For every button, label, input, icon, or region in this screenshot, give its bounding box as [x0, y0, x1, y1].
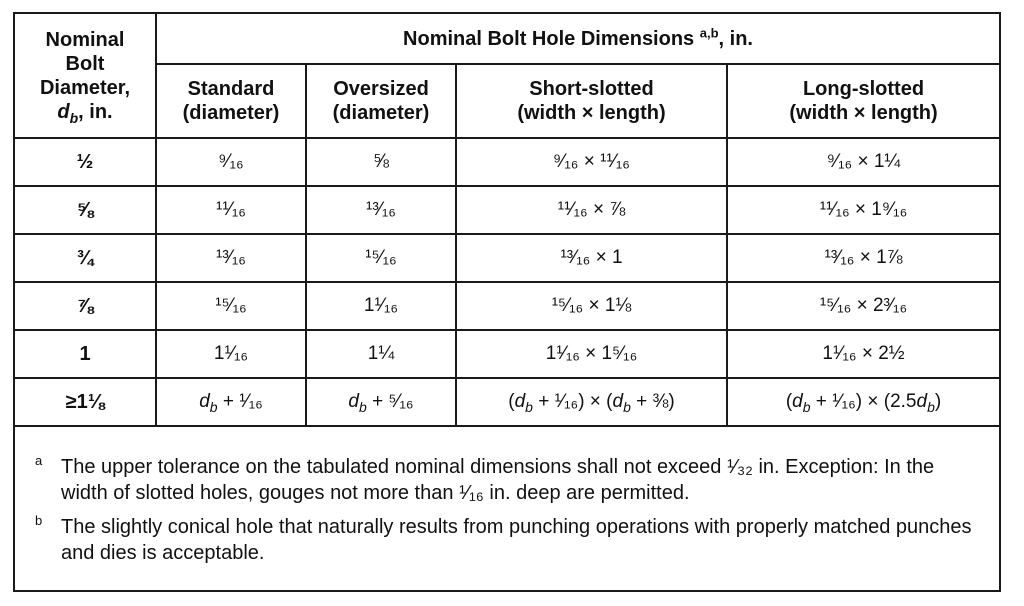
footnote-mark: a — [35, 453, 43, 468]
cell-oversized: 1¹⁄₁₆ — [306, 282, 456, 330]
cell-short-slotted: ($d_b$ + ¹⁄₁₆) × ($d_b$ + ⅜) — [456, 378, 727, 426]
bolt-hole-dimensions-table — [15, 14, 999, 427]
table-row — [15, 378, 999, 426]
footnote-b — [35, 514, 979, 566]
cell-diameter: ⅞ — [15, 282, 156, 330]
table-row — [15, 330, 999, 378]
cell-long-slotted: ($d_b$ + ¹⁄₁₆) × $(2.5d_b)$ — [727, 378, 999, 426]
cell-short-slotted: ¹⁵⁄₁₆ × 1⅛ — [456, 282, 727, 330]
header-nominal-bolt-diameter: Nominal Bolt Diameter, $d_b$, in. — [15, 14, 156, 138]
table-frame — [13, 12, 1001, 592]
table-footnotes — [15, 432, 999, 574]
cell-diameter: ½ — [15, 138, 156, 186]
cell-standard: 1¹⁄₁₆ — [156, 330, 306, 378]
table-row — [15, 138, 999, 186]
footnote-text: The slightly conical hole that naturally results from punching operations with properly matched punches and dies is acceptable. — [61, 516, 972, 564]
cell-short-slotted: 1¹⁄₁₆ × 1⁵⁄₁₆ — [456, 330, 727, 378]
cell-oversized: $d_b$ + ⁵⁄₁₆ — [306, 378, 456, 426]
cell-long-slotted: 1¹⁄₁₆ × 2½ — [727, 330, 999, 378]
cell-oversized: ¹³⁄₁₆ — [306, 186, 456, 234]
header-long-slotted: Long-slotted (width × length) — [727, 64, 999, 138]
header-short-slotted: Short-slotted (width × length) — [456, 64, 727, 138]
cell-standard: ⁹⁄₁₆ — [156, 138, 306, 186]
cell-diameter: ¾ — [15, 234, 156, 282]
cell-long-slotted: ¹⁵⁄₁₆ × 2³⁄₁₆ — [727, 282, 999, 330]
header-nominal-bolt-hole-dimensions: Nominal Bolt Hole Dimensions $^{a,b}$, in. — [156, 14, 999, 64]
cell-long-slotted: ¹³⁄₁₆ × 1⅞ — [727, 234, 999, 282]
cell-long-slotted: ⁹⁄₁₆ × 1¼ — [727, 138, 999, 186]
cell-diameter: ⅝ — [15, 186, 156, 234]
cell-standard: ¹³⁄₁₆ — [156, 234, 306, 282]
cell-standard: ¹⁵⁄₁₆ — [156, 282, 306, 330]
cell-short-slotted: ¹¹⁄₁₆ × ⅞ — [456, 186, 727, 234]
footnote-a — [35, 454, 979, 506]
table-row — [15, 282, 999, 330]
table-row — [15, 234, 999, 282]
cell-short-slotted: ¹³⁄₁₆ × 1 — [456, 234, 727, 282]
cell-short-slotted: ⁹⁄₁₆ × ¹¹⁄₁₆ — [456, 138, 727, 186]
cell-oversized: ⅝ — [306, 138, 456, 186]
footnote-mark: b — [35, 513, 43, 528]
header-standard: Standard (diameter) — [156, 64, 306, 138]
footnote-text: The upper tolerance on the tabulated nominal dimensions shall not exceed ¹⁄₃₂ in. Exception: In the width of slotted holes, gouges not more than ¹⁄₁₆ in. deep are permitted. — [61, 456, 935, 504]
cell-oversized: 1¼ — [306, 330, 456, 378]
cell-standard: $d_b$ + ¹⁄₁₆ — [156, 378, 306, 426]
table-row — [15, 186, 999, 234]
cell-standard: ¹¹⁄₁₆ — [156, 186, 306, 234]
header-oversized: Oversized (diameter) — [306, 64, 456, 138]
cell-oversized: ¹⁵⁄₁₆ — [306, 234, 456, 282]
cell-diameter: 1 — [15, 330, 156, 378]
cell-long-slotted: ¹¹⁄₁₆ × 1⁹⁄₁₆ — [727, 186, 999, 234]
cell-diameter: ≥1⅛ — [15, 378, 156, 426]
